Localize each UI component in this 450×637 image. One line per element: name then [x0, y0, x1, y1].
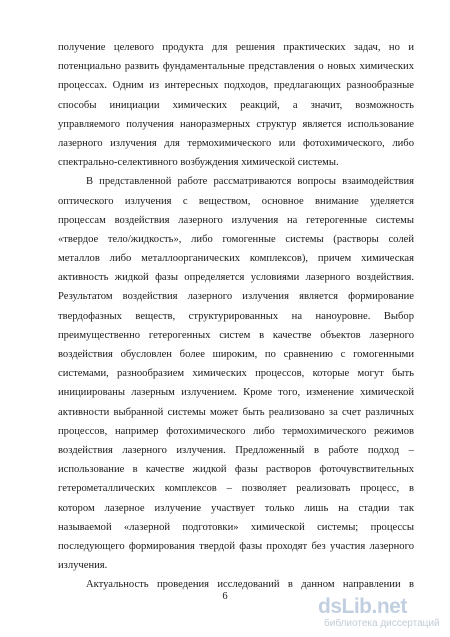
body-line: управляемого получения наноразмерных структур является использование: [58, 118, 414, 130]
body-line: получение целевого продукта для решения практических задач, но и: [58, 42, 414, 53]
body-line: преимущественно гетерогенных систем в качестве объектов лазерного: [58, 329, 414, 341]
watermark-logo-text: dsLib.net: [318, 595, 407, 618]
body-line: котором лазерное излучение участвует только лишь на стадии так: [58, 502, 414, 514]
watermark-logo: [318, 596, 448, 618]
watermark-subtitle: библиотека диссертаций: [324, 618, 440, 629]
body-line: процессам воздействия лазерного излучения на гетерогенные системы: [58, 214, 414, 226]
body-line: способы инициации химических реакций, а значит, возможность: [58, 99, 414, 111]
page-number: 6: [222, 591, 228, 602]
body-line: воздействия обусловлен более широким, по сравнению с гомогенными: [58, 349, 414, 360]
body-line: инициированы лазерным излучением. Кроме того, изменение химической: [58, 387, 414, 399]
body-line: гетерометаллических комплексов – позволяет реализовать процесс, в: [58, 483, 414, 495]
body-line: системами, разнообразием химических процессов, которые могут быть: [58, 368, 414, 380]
body-line: активности выбранной системы может быть реализовано за счет различных: [58, 406, 414, 418]
body-line: оптического излучения с веществом, основное внимание уделяется: [58, 195, 414, 207]
body-line: активность жидкой фазы определяется условиями лазерного воздействия.: [58, 272, 414, 284]
body-line: последующего формирования твердой фазы проходят без участия лазерного: [58, 540, 414, 552]
body-line: Результатом воздействия лазерного излучения является формирование: [58, 291, 414, 303]
body-line: твердофазных веществ, структурированных на наноуровне. Выбор: [58, 310, 414, 322]
body-line: процессов, например фотохимического либо термохимического режимов: [58, 425, 414, 437]
body-text: [58, 38, 414, 590]
body-line: «твердое тело/жидкость», либо гомогенные системы (растворы солей: [58, 233, 414, 245]
body-line: Актуальность проведения исследований в данном направлении в: [86, 579, 414, 590]
dslib-watermark: [318, 596, 448, 636]
body-line: спектрально-селективного возбуждения химической системы.: [58, 157, 339, 169]
body-line: воздействия лазерного излучения. Предложенный в работе подход –: [58, 444, 414, 456]
body-line: потенциально развить фундаментальные представления о новых химических: [58, 61, 414, 73]
body-line: использование в качестве жидкой фазы растворов фоточувствительных: [58, 464, 414, 476]
body-line: излучения.: [58, 560, 108, 572]
body-line: В представленной работе рассматриваются вопросы взаимодействия: [86, 176, 414, 188]
body-line: лазерного излучения для термохимического или фотохимического, либо: [58, 137, 414, 149]
body-line: металлов либо металлоорганических комплексов), причем химическая: [58, 253, 414, 265]
body-line: называемой «лазерной подготовки» химической системы; процессы: [58, 521, 414, 533]
body-line: процессах. Одним из интересных подходов, предлагающих разнообразные: [58, 80, 414, 92]
